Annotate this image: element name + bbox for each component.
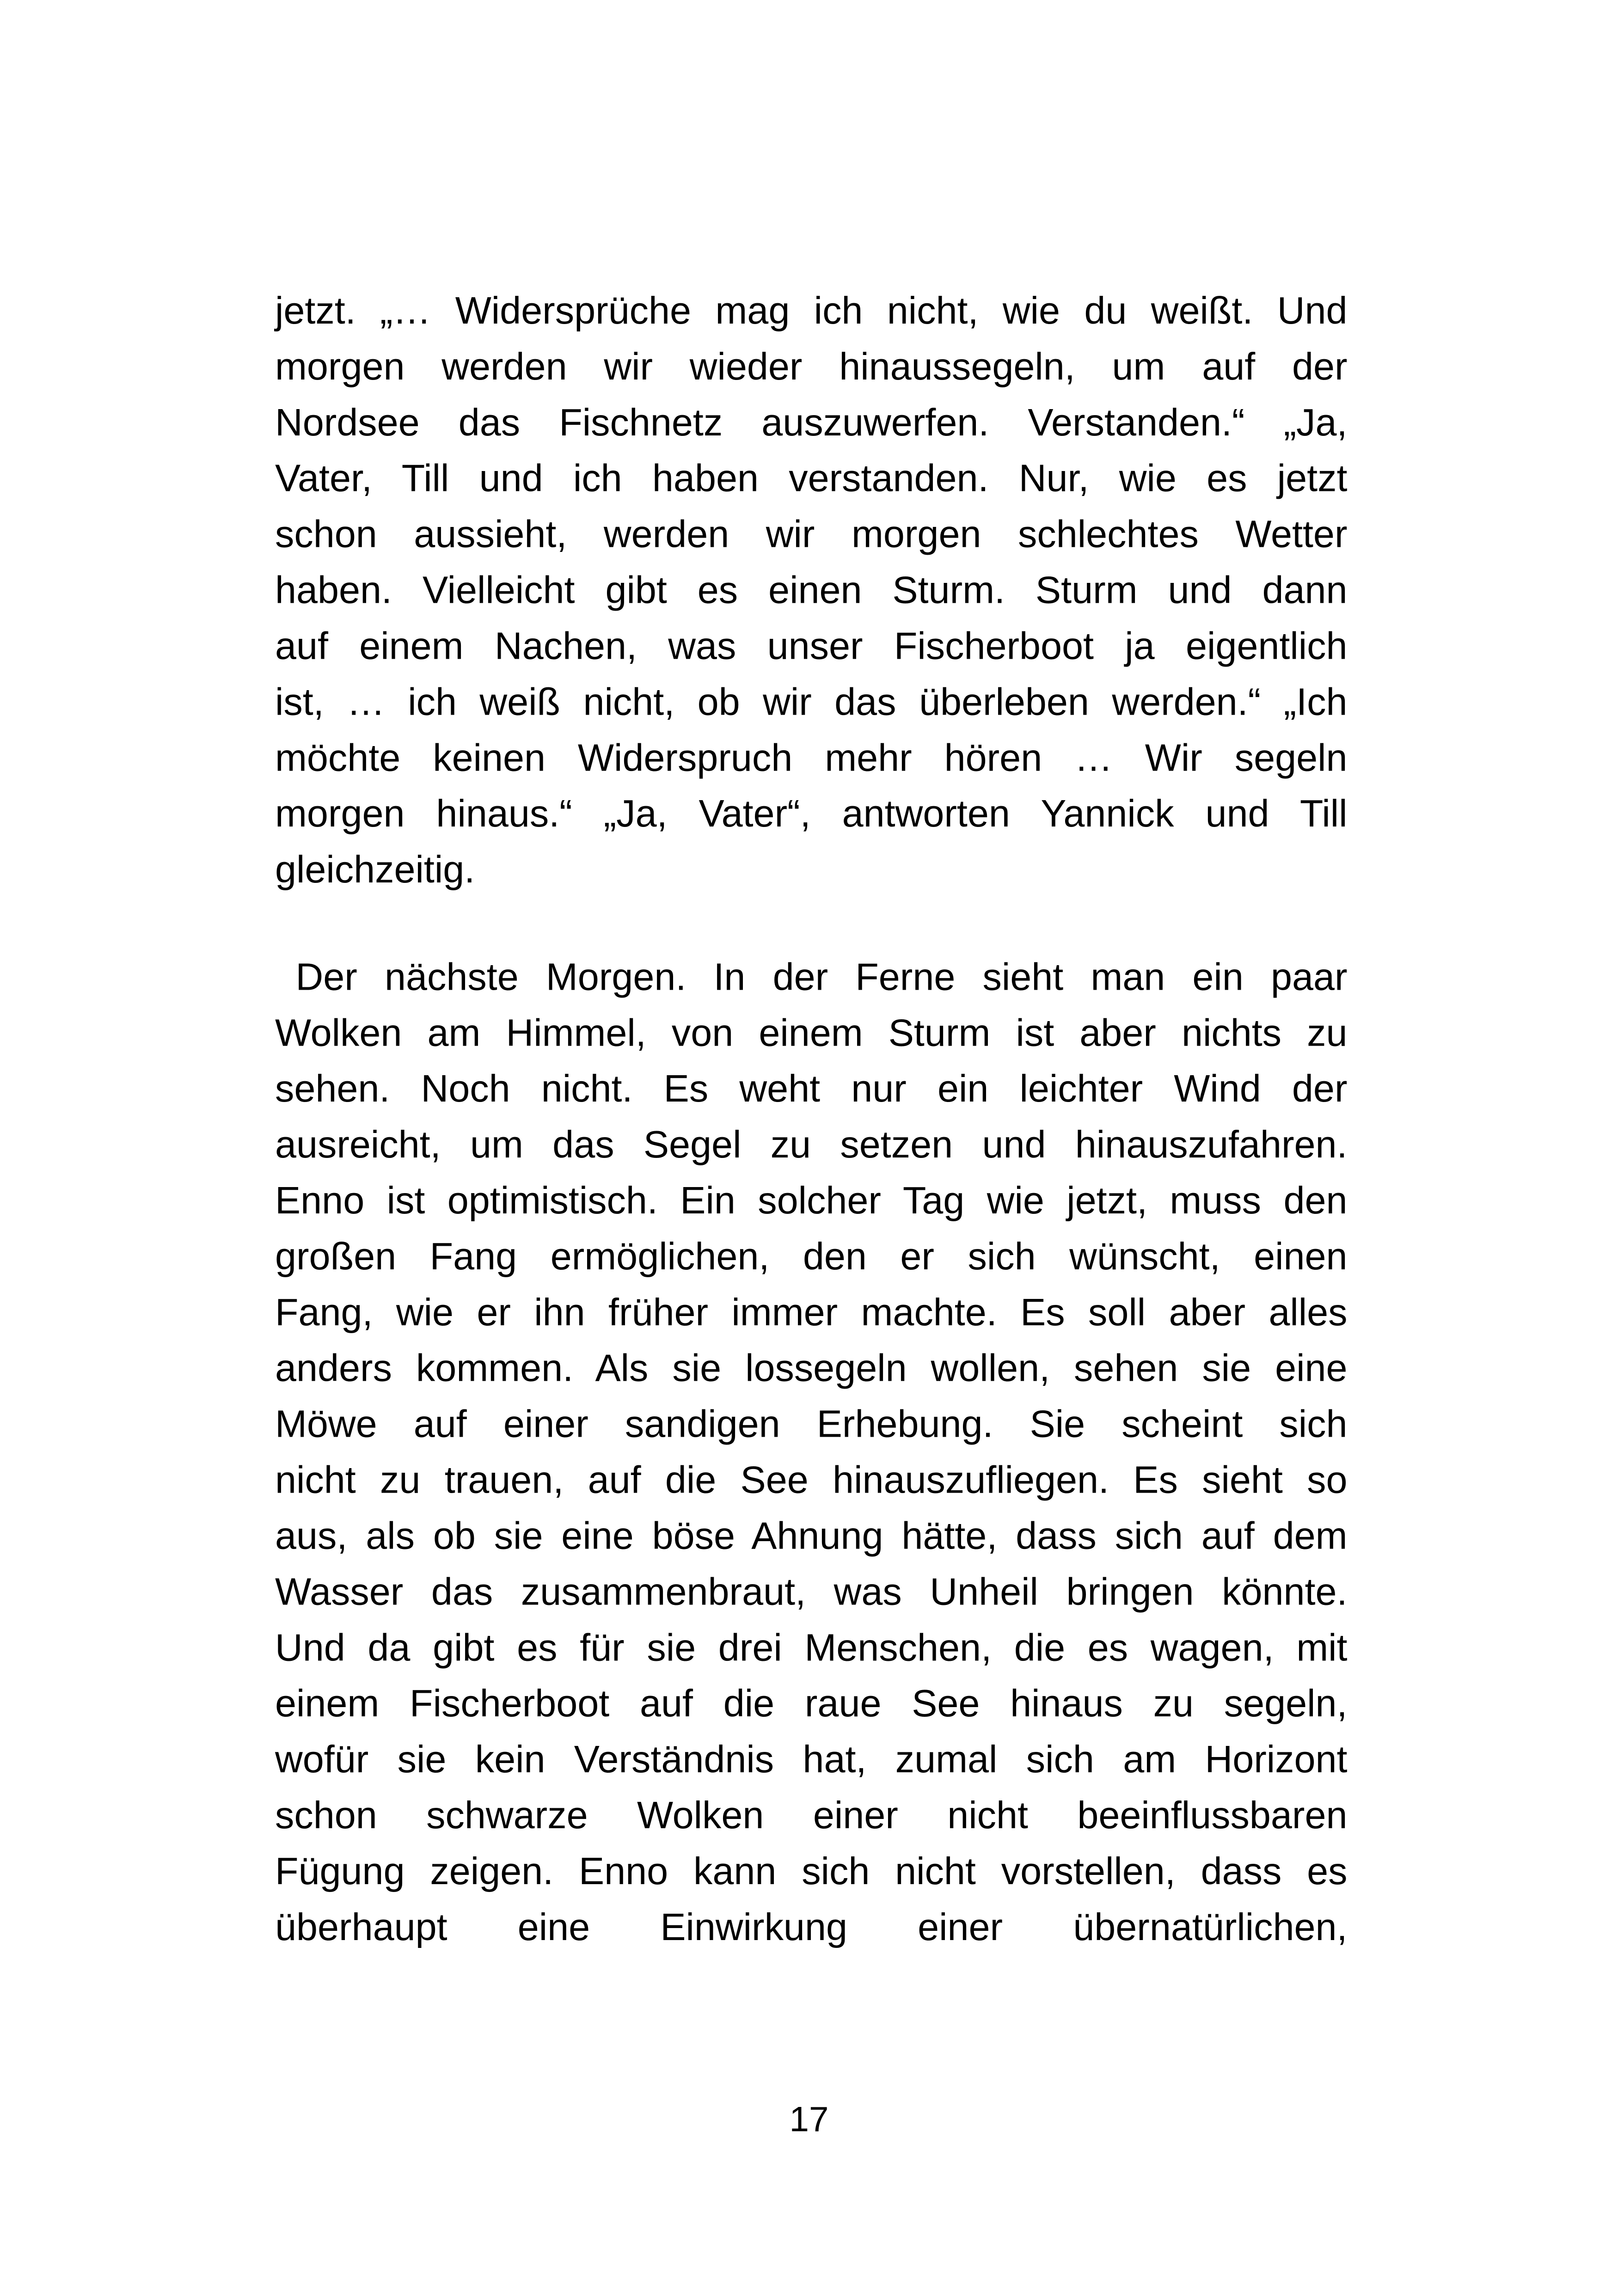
- text-line: morgen werden wir wieder hinaussegeln, um auf der: [275, 344, 1348, 388]
- text-line: nicht zu trauen, auf die See hinauszufliegen. Es sieht so: [275, 1457, 1348, 1502]
- page-number: 17: [789, 2100, 829, 2140]
- text-line: schon aussieht, werden wir morgen schlechtes Wetter: [275, 512, 1348, 556]
- text-line: großen Fang ermöglichen, den er sich wünscht, einen: [275, 1234, 1348, 1278]
- text-line: aus, als ob sie eine böse Ahnung hätte, dass sich auf dem: [275, 1513, 1348, 1558]
- text-line: Fang, wie er ihn früher immer machte. Es soll aber alles: [275, 1290, 1348, 1334]
- text-line: einem Fischerboot auf die raue See hinaus zu segeln,: [275, 1681, 1348, 1726]
- text-line: Vater, Till und ich haben verstanden. Nur, wie es jetzt: [275, 456, 1348, 500]
- text-line: jetzt. „… Widersprüche mag ich nicht, wie du weißt. Und: [275, 288, 1348, 333]
- text-line: Enno ist optimistisch. Ein solcher Tag wie jetzt, muss den: [275, 1178, 1348, 1223]
- text-line: ausreicht, um das Segel zu setzen und hinauszufahren.: [275, 1122, 1348, 1167]
- text-line: Und da gibt es für sie drei Menschen, die es wagen, mit: [275, 1625, 1348, 1670]
- text-line: anders kommen. Als sie lossegeln wollen, sehen sie eine: [275, 1346, 1348, 1390]
- text-line: Fügung zeigen. Enno kann sich nicht vorstellen, dass es: [275, 1849, 1348, 1893]
- text-line: morgen hinaus.“ „Ja, Vater“, antworten Yannick und Till: [275, 791, 1348, 836]
- text-line: möchte keinen Widerspruch mehr hören … Wir segeln: [275, 735, 1348, 780]
- text-line: sehen. Noch nicht. Es weht nur ein leichter Wind der: [275, 1066, 1348, 1111]
- text-line: ist, … ich weiß nicht, ob wir das überleben werden.“ „Ich: [275, 679, 1348, 724]
- text-line: schon schwarze Wolken einer nicht beeinflussbaren: [275, 1793, 1348, 1837]
- text-line: Der nächste Morgen. In der Ferne sieht man ein paar: [295, 954, 1348, 999]
- text-line: haben. Vielleicht gibt es einen Sturm. Sturm und dann: [275, 568, 1348, 612]
- text-line: Möwe auf einer sandigen Erhebung. Sie scheint sich: [275, 1402, 1348, 1446]
- text-line: Wasser das zusammenbraut, was Unheil bringen könnte.: [275, 1569, 1348, 1614]
- text-line: wofür sie kein Verständnis hat, zumal sich am Horizont: [275, 1737, 1348, 1782]
- text-line: Wolken am Himmel, von einem Sturm ist aber nichts zu: [275, 1010, 1348, 1055]
- text-line: Nordsee das Fischnetz auszuwerfen. Verstanden.“ „Ja,: [275, 400, 1348, 444]
- text-line: überhaupt eine Einwirkung einer übernatürlichen,: [275, 1904, 1348, 1949]
- text-line: auf einem Nachen, was unser Fischerboot ja eigentlich: [275, 624, 1348, 668]
- text-line: gleichzeitig.: [275, 847, 475, 892]
